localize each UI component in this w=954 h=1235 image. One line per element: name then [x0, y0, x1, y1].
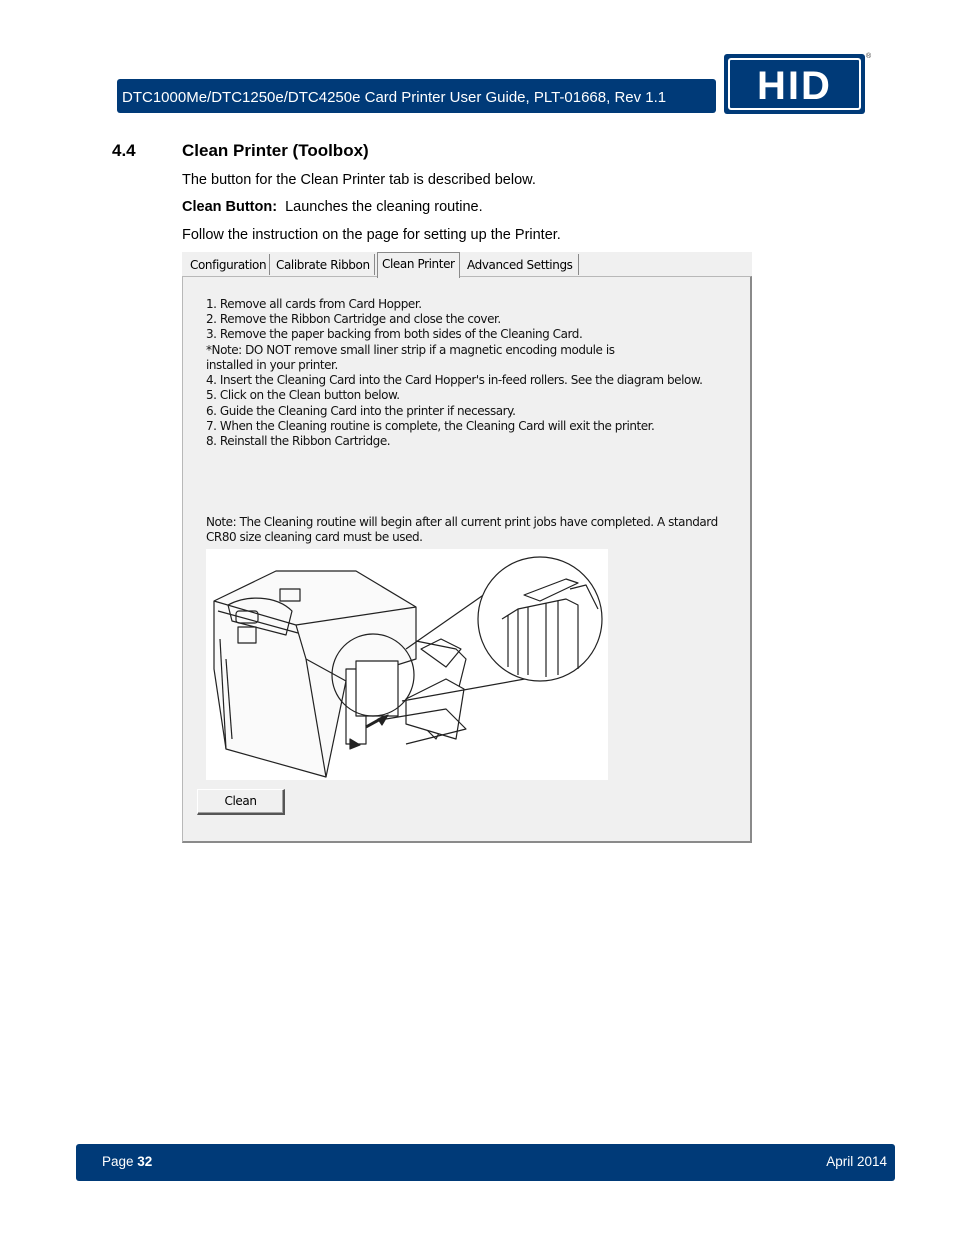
note-line: CR80 size cleaning card must be used. [206, 530, 423, 544]
section-number: 4.4 [112, 141, 136, 160]
instruction-line: 1. Remove all cards from Card Hopper. [206, 297, 422, 311]
tab-strip [182, 252, 752, 276]
page-number: 32 [137, 1154, 153, 1169]
document-header: DTC1000Me/DTC1250e/DTC4250e Card Printer User Guide, PLT-01668, Rev 1.1 [117, 79, 716, 113]
note-line: Note: The Cleaning routine will begin after all current print jobs have completed. A standard [206, 515, 718, 529]
instruction-line: 4. Insert the Cleaning Card into the Card Hopper's in-feed rollers. See the diagram below. [206, 373, 703, 387]
document-footer [76, 1144, 895, 1181]
instruction-line: 6. Guide the Cleaning Card into the printer if necessary. [206, 404, 516, 418]
logo-text: HID [757, 64, 832, 108]
clean-button-paragraph [182, 199, 483, 215]
instruction-line: 2. Remove the Ribbon Cartridge and close the cover. [206, 312, 501, 326]
clean-button-term: Clean Button: [182, 199, 278, 215]
footer-date: April 2014 [826, 1154, 887, 1169]
hid-logo-icon [724, 54, 865, 114]
instruction-line: 3. Remove the paper backing from both sides of the Cleaning Card. [206, 327, 583, 341]
tab-advanced-settings[interactable]: Advanced Settings [463, 254, 579, 275]
registered-mark: ® [866, 53, 872, 60]
page-indicator [102, 1154, 152, 1169]
instruction-line: *Note: DO NOT remove small liner strip if a magnetic encoding module is [206, 343, 615, 357]
printer-cleaning-diagram [206, 549, 608, 780]
clean-button[interactable]: Clean [197, 789, 285, 815]
intro-paragraph: The button for the Clean Printer tab is described below. [182, 172, 536, 188]
page-label: Page [102, 1154, 134, 1169]
tab-configuration[interactable]: Configuration [186, 254, 270, 275]
instruction-line: 8. Reinstall the Ribbon Cartridge. [206, 434, 391, 448]
hid-logo [724, 54, 865, 114]
instruction-line: installed in your printer. [206, 358, 338, 372]
instruction-line: 5. Click on the Clean button below. [206, 388, 400, 402]
tab-calibrate-ribbon[interactable]: Calibrate Ribbon [272, 254, 375, 275]
clean-button-description: Launches the cleaning routine. [285, 199, 483, 215]
follow-paragraph: Follow the instruction on the page for setting up the Printer. [182, 227, 561, 243]
instruction-line: 7. When the Cleaning routine is complete, the Cleaning Card will exit the printer. [206, 419, 655, 433]
section-title: Clean Printer (Toolbox) [182, 141, 369, 160]
tab-clean-printer[interactable]: Clean Printer [377, 252, 460, 278]
